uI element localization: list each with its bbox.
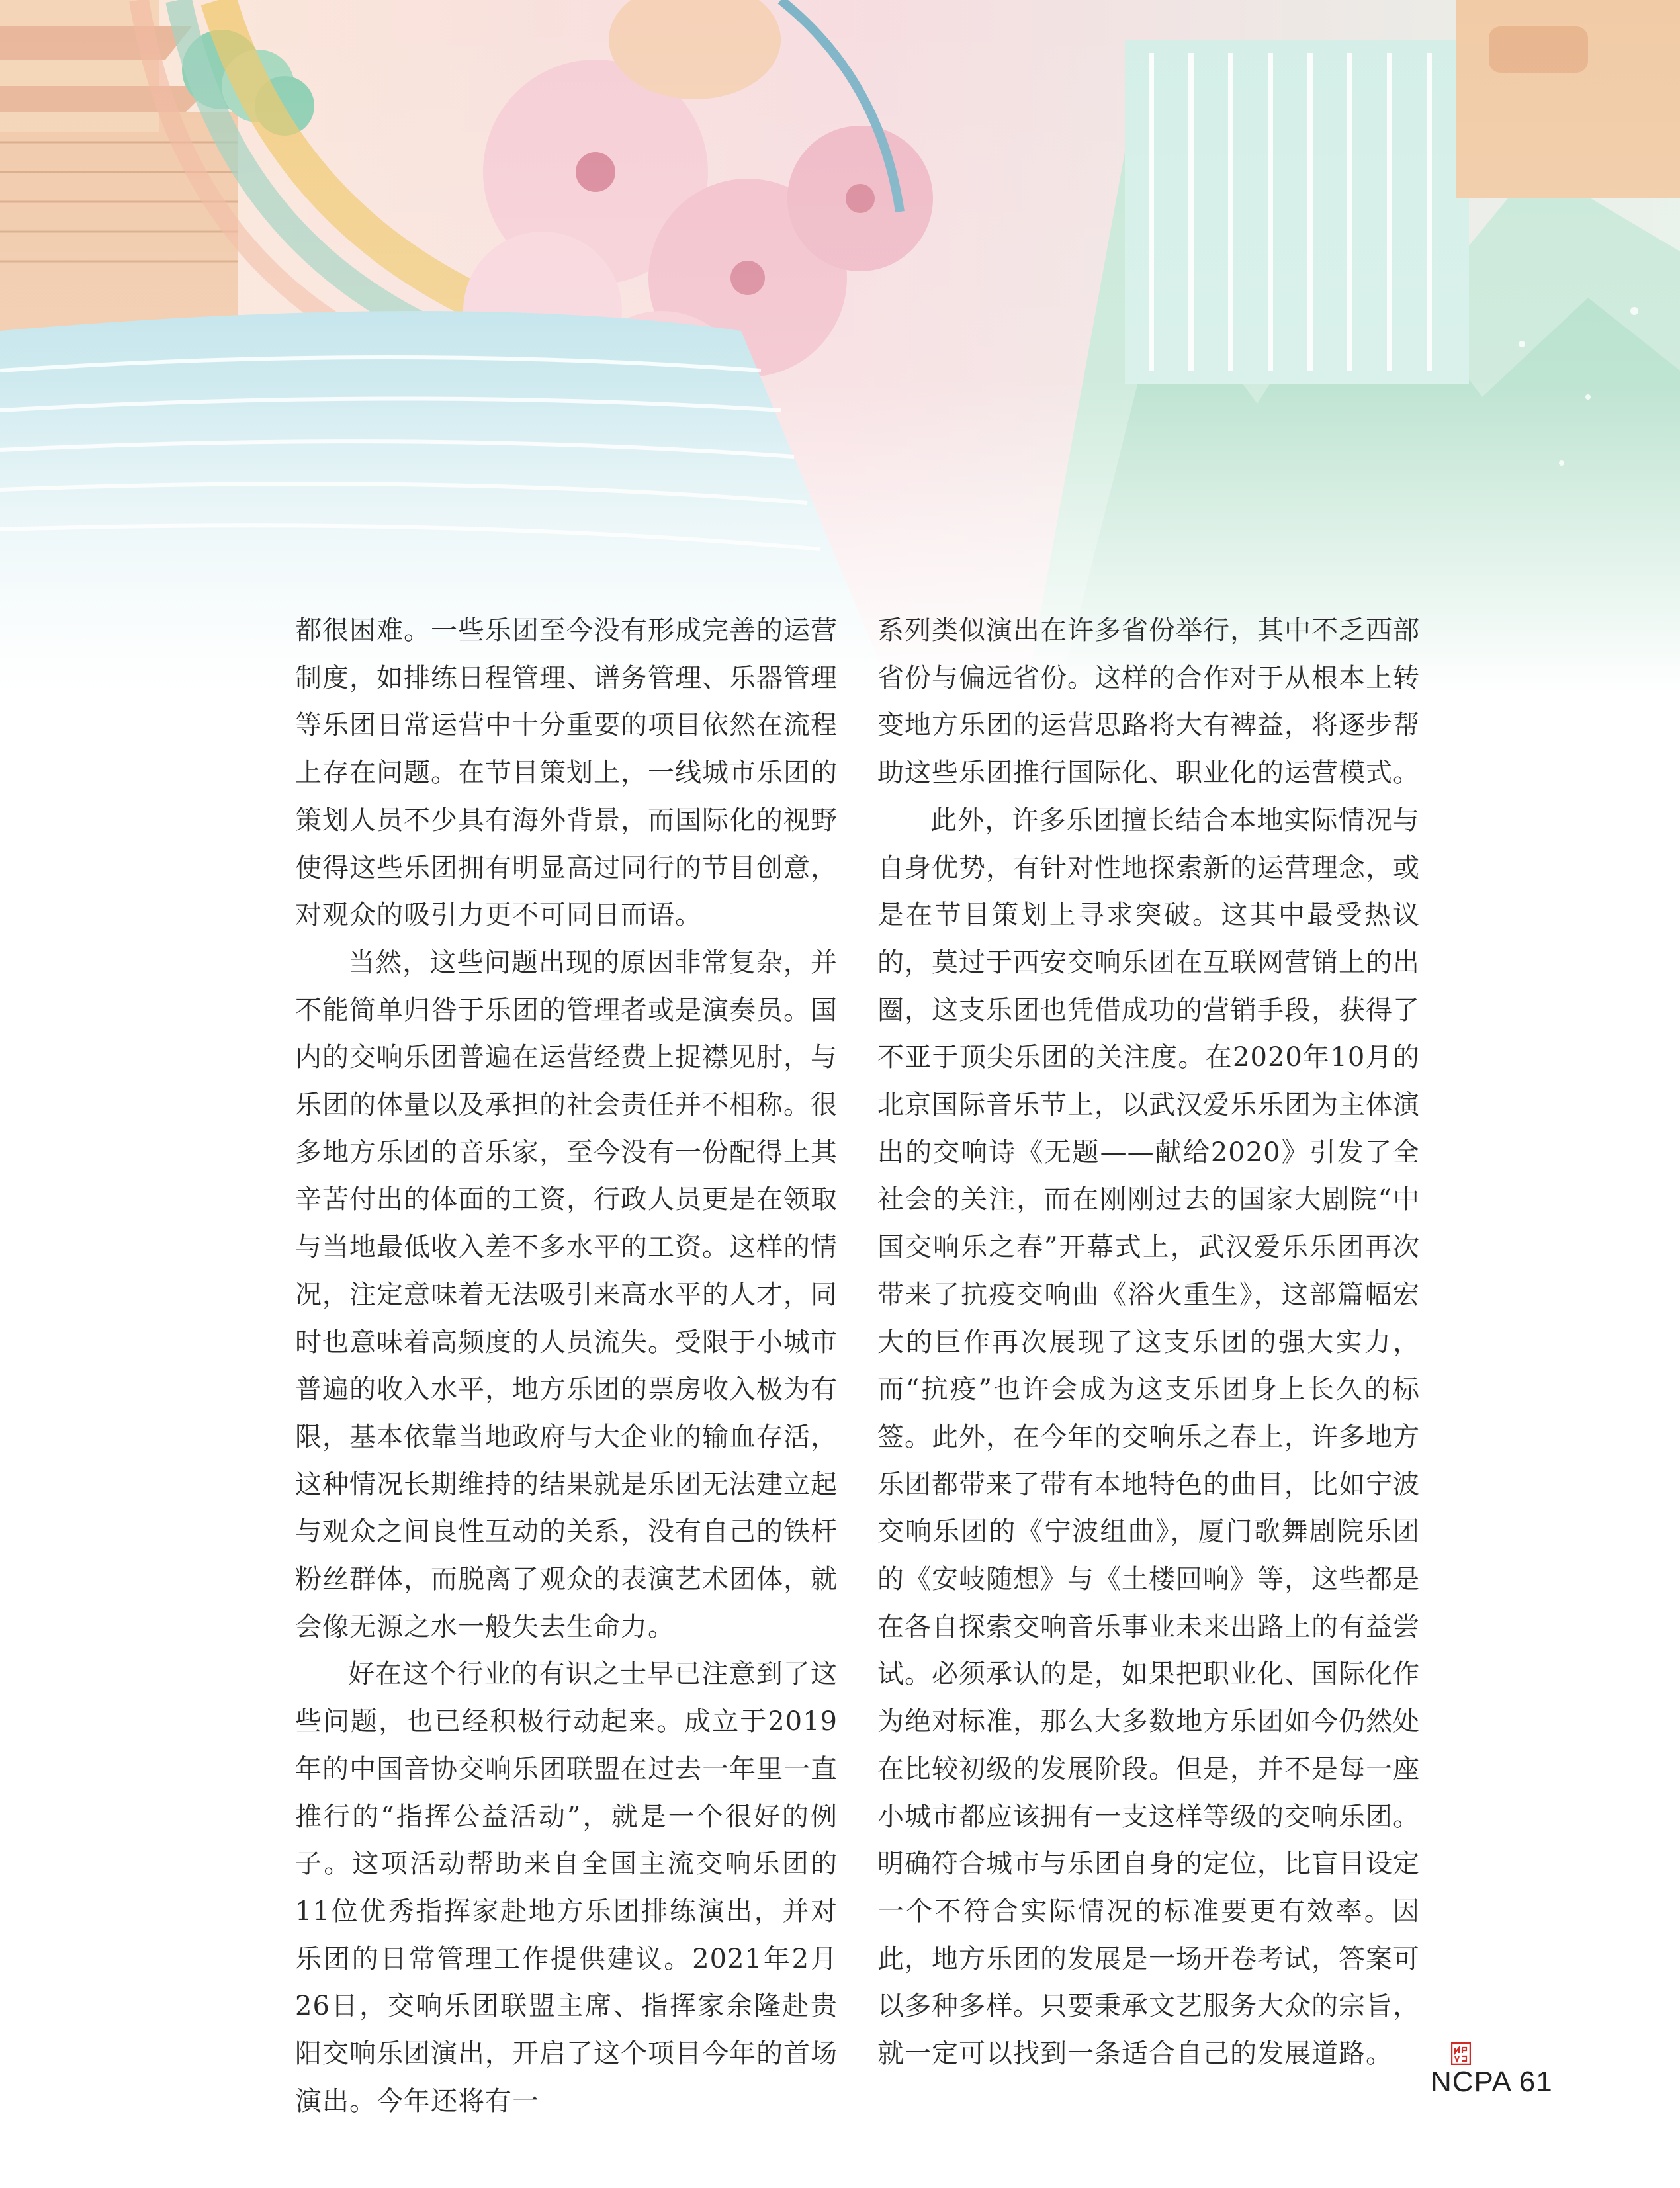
paragraph: 好在这个行业的有识之士早已注意到了这些问题，也已经积极行动起来。成立于2019年的中国音协交响乐团联盟在过去一年里一直推行的“指挥公益活动”，就是一个很好的例子。这项活动帮助来自全国主流交响乐团的11位优秀指挥家赴地方乐团排练演出，并对乐团的日常管理工作提供建议。2021年2月26日，交响乐团联盟主席、指挥家余隆赴贵阳交响乐团演出，开启了这个项目今年的首场演出。今年还将有一 [295, 1659, 838, 2117]
paragraph: 系列类似演出在许多省份举行，其中不乏西部省份与偏远省份。这样的合作对于从根本上转变地方乐团的运营思路将大有裨益，将逐步帮助这些乐团推行国际化、职业化的运营模式。 [877, 615, 1420, 789]
paragraph [877, 797, 1420, 2078]
page-folio: NCPA 61 [1431, 2066, 1553, 2098]
paragraph: 当然，这些问题出现的原因非常复杂，并不能简单归咎于乐团的管理者或是演奏员。国内的交响乐团普遍在运营经费上捉襟见肘，与乐团的体量以及承担的社会责任并不相称。很多地方乐团的音乐家，至今没有一份配得上其辛苦付出的体面的工资，行政人员更是在领取与当地最低收入差不多水平的工资。这样的情况，注定意味着无法吸引来高水平的人才，同时也意味着高频度的人员流失。受限于小城市普遍的收入水平，地方乐团的票房收入极为有限，基本依靠当地政府与大企业的输血存活，这种情况长期维持的结果就是乐团无法建立起与观众之间良性互动的关系，没有自己的铁杆粉丝群体，而脱离了观众的表演艺术团体，就会像无源之水一般失去生命力。 [295, 947, 838, 1642]
paragraph: 都很困难。一些乐团至今没有形成完善的运营制度，如排练日程管理、谱务管理、乐器管理等乐团日常运营中十分重要的项目依然在流程上存在问题。在节目策划上，一线城市乐团的策划人员不少具有海外背景，而国际化的视野使得这些乐团拥有明显高过同行的节目创意，对观众的吸引力更不可同日而语。 [295, 615, 838, 931]
ncpa-seal-icon [1398, 2033, 1418, 2056]
paragraph-text: 此外，许多乐团擅长结合本地实际情况与自身优势，有针对性地探索新的运营理念，或是在节目策划上寻求突破。这其中最受热议的，莫过于西安交响乐团在互联网营销上的出圈，这支乐团也凭借成功的营销手段，获得了不亚于顶尖乐团的关注度。在2020年10月的北京国际音乐节上，以武汉爱乐乐团为主体演出的交响诗《无题——献给2020》引发了全社会的关注，而在刚刚过去的国家大剧院“中国交响乐之春”开幕式上，武汉爱乐乐团再次带来了抗疫交响曲《浴火重生》，这部篇幅宏大的巨作再次展现了这支乐团的强大实力，而“抗疫”也许会成为这支乐团身上长久的标签。此外，在今年的交响乐之春上，许多地方乐团都带来了带有本地特色的曲目，比如宁波交响乐团的《宁波组曲》，厦门歌舞剧院乐团的《安岐随想》与《土楼回响》等，这些都是在各自探索交响音乐事业未来出路上的有益尝试。必须承认的是，如果把职业化、国际化作为绝对标准，那么大多数地方乐团如今仍然处在比较初级的发展阶段。但是，并不是每一座小城市都应该拥有一支这样等级的交响乐团。明确符合城市与乐团自身的定位，比盲目设定一个不符合实际情况的标准要更有效率。因此，地方乐团的发展是一场开卷考试，答案可以多种多样。只要秉承文艺服务大众的宗旨，就一定可以找到一条适合自己的发展道路。 [877, 805, 1420, 2070]
article-column-left [295, 607, 838, 2126]
fade-overlay [0, 0, 1680, 695]
header-illustration [0, 0, 1680, 695]
article-column-right [877, 607, 1420, 2078]
